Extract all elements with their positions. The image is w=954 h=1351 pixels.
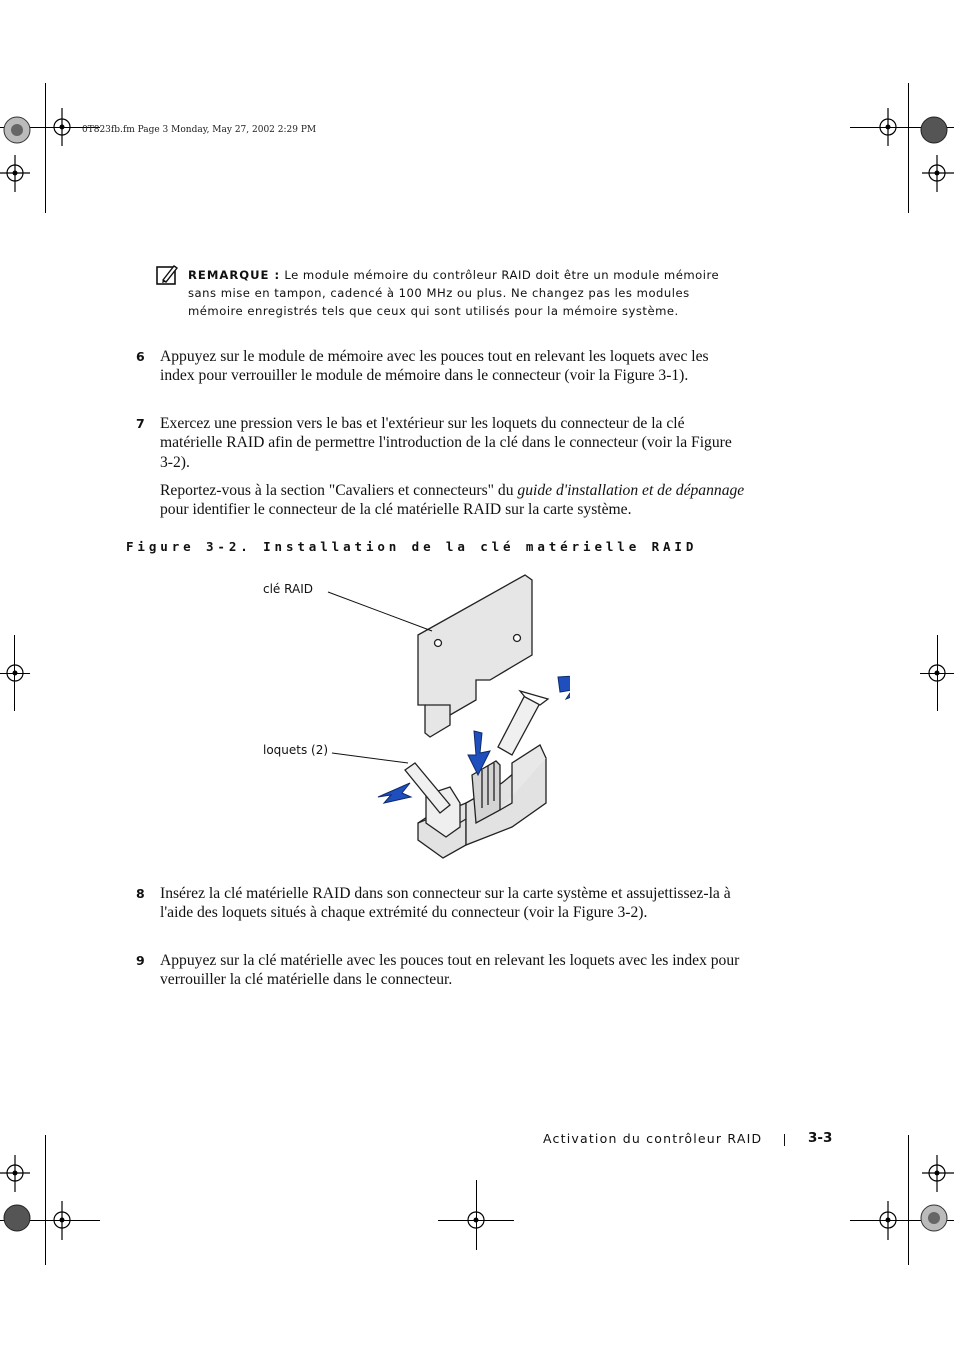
footer-divider bbox=[784, 1134, 785, 1146]
note-label: REMARQUE : bbox=[188, 268, 281, 282]
latch-callout-line bbox=[332, 753, 408, 763]
file-slug: 0T823fb.fm Page 3 Monday, May 27, 2002 2:29 PM bbox=[82, 125, 317, 135]
note-text: Le module mémoire du contrôleur RAID doit être un module mémoire sans mise en tampon, cadencé à 100 MHz ou plus. Ne changez pas les modules mémoire enregistrés tels que ceux qui sont utilisés pour la mémoire système. bbox=[188, 268, 720, 318]
page-number: 3-3 bbox=[808, 1130, 833, 1146]
step-text: Appuyez sur le module de mémoire avec les pouces tout en relevant les loquets avec les index pour verrouiller le module de mémoire dans le connecteur (voir la Figure 3-1). bbox=[160, 348, 709, 385]
footer-section-title: Activation du contrôleur RAID bbox=[543, 1131, 763, 1146]
raid-key-installation-figure bbox=[250, 565, 570, 870]
raid-key-card bbox=[418, 575, 532, 737]
reference-paragraph bbox=[160, 481, 750, 520]
step-number: 8 bbox=[136, 886, 145, 901]
note-block bbox=[188, 266, 728, 320]
note-pencil-icon bbox=[156, 264, 178, 286]
step-text: Appuyez sur la clé matérielle avec les pouces tout en relevant les loquets avec les index pour verrouiller la clé matérielle dans le connecteur. bbox=[160, 952, 740, 989]
key-callout-line bbox=[328, 592, 432, 631]
step-number: 7 bbox=[136, 416, 145, 431]
reference-text-after: pour identifier le connecteur de la clé matérielle RAID sur la carte système. bbox=[160, 501, 632, 519]
guide-title: guide d'installation et de dépannage bbox=[517, 482, 745, 499]
figure-caption: Figure 3-2. Installation de la clé matérielle RAID bbox=[126, 539, 698, 554]
step-8 bbox=[136, 884, 736, 944]
step-9 bbox=[136, 951, 740, 993]
reference-text-before: Reportez-vous à la section "Cavaliers et connecteurs" du bbox=[160, 482, 518, 499]
step-text: Exercez une pression vers le bas et l'extérieur sur les loquets du connecteur de la clé matérielle RAID afin de permettre l'introduction de la clé dans le connecteur (voir la Figure 3-2). bbox=[160, 415, 732, 471]
step-number: 6 bbox=[136, 349, 145, 364]
step-text: Insérez la clé matérielle RAID dans son connecteur sur la carte système et assujettissez-la à l'aide des loquets situés à chaque extrémité du connecteur (voir la Figure 3-2). bbox=[160, 885, 731, 922]
step-7 bbox=[136, 414, 736, 474]
step-number: 9 bbox=[136, 953, 145, 968]
callout-raid-key: clé RAID bbox=[263, 582, 313, 596]
step-6 bbox=[136, 347, 736, 407]
callout-latches: loquets (2) bbox=[263, 743, 329, 757]
